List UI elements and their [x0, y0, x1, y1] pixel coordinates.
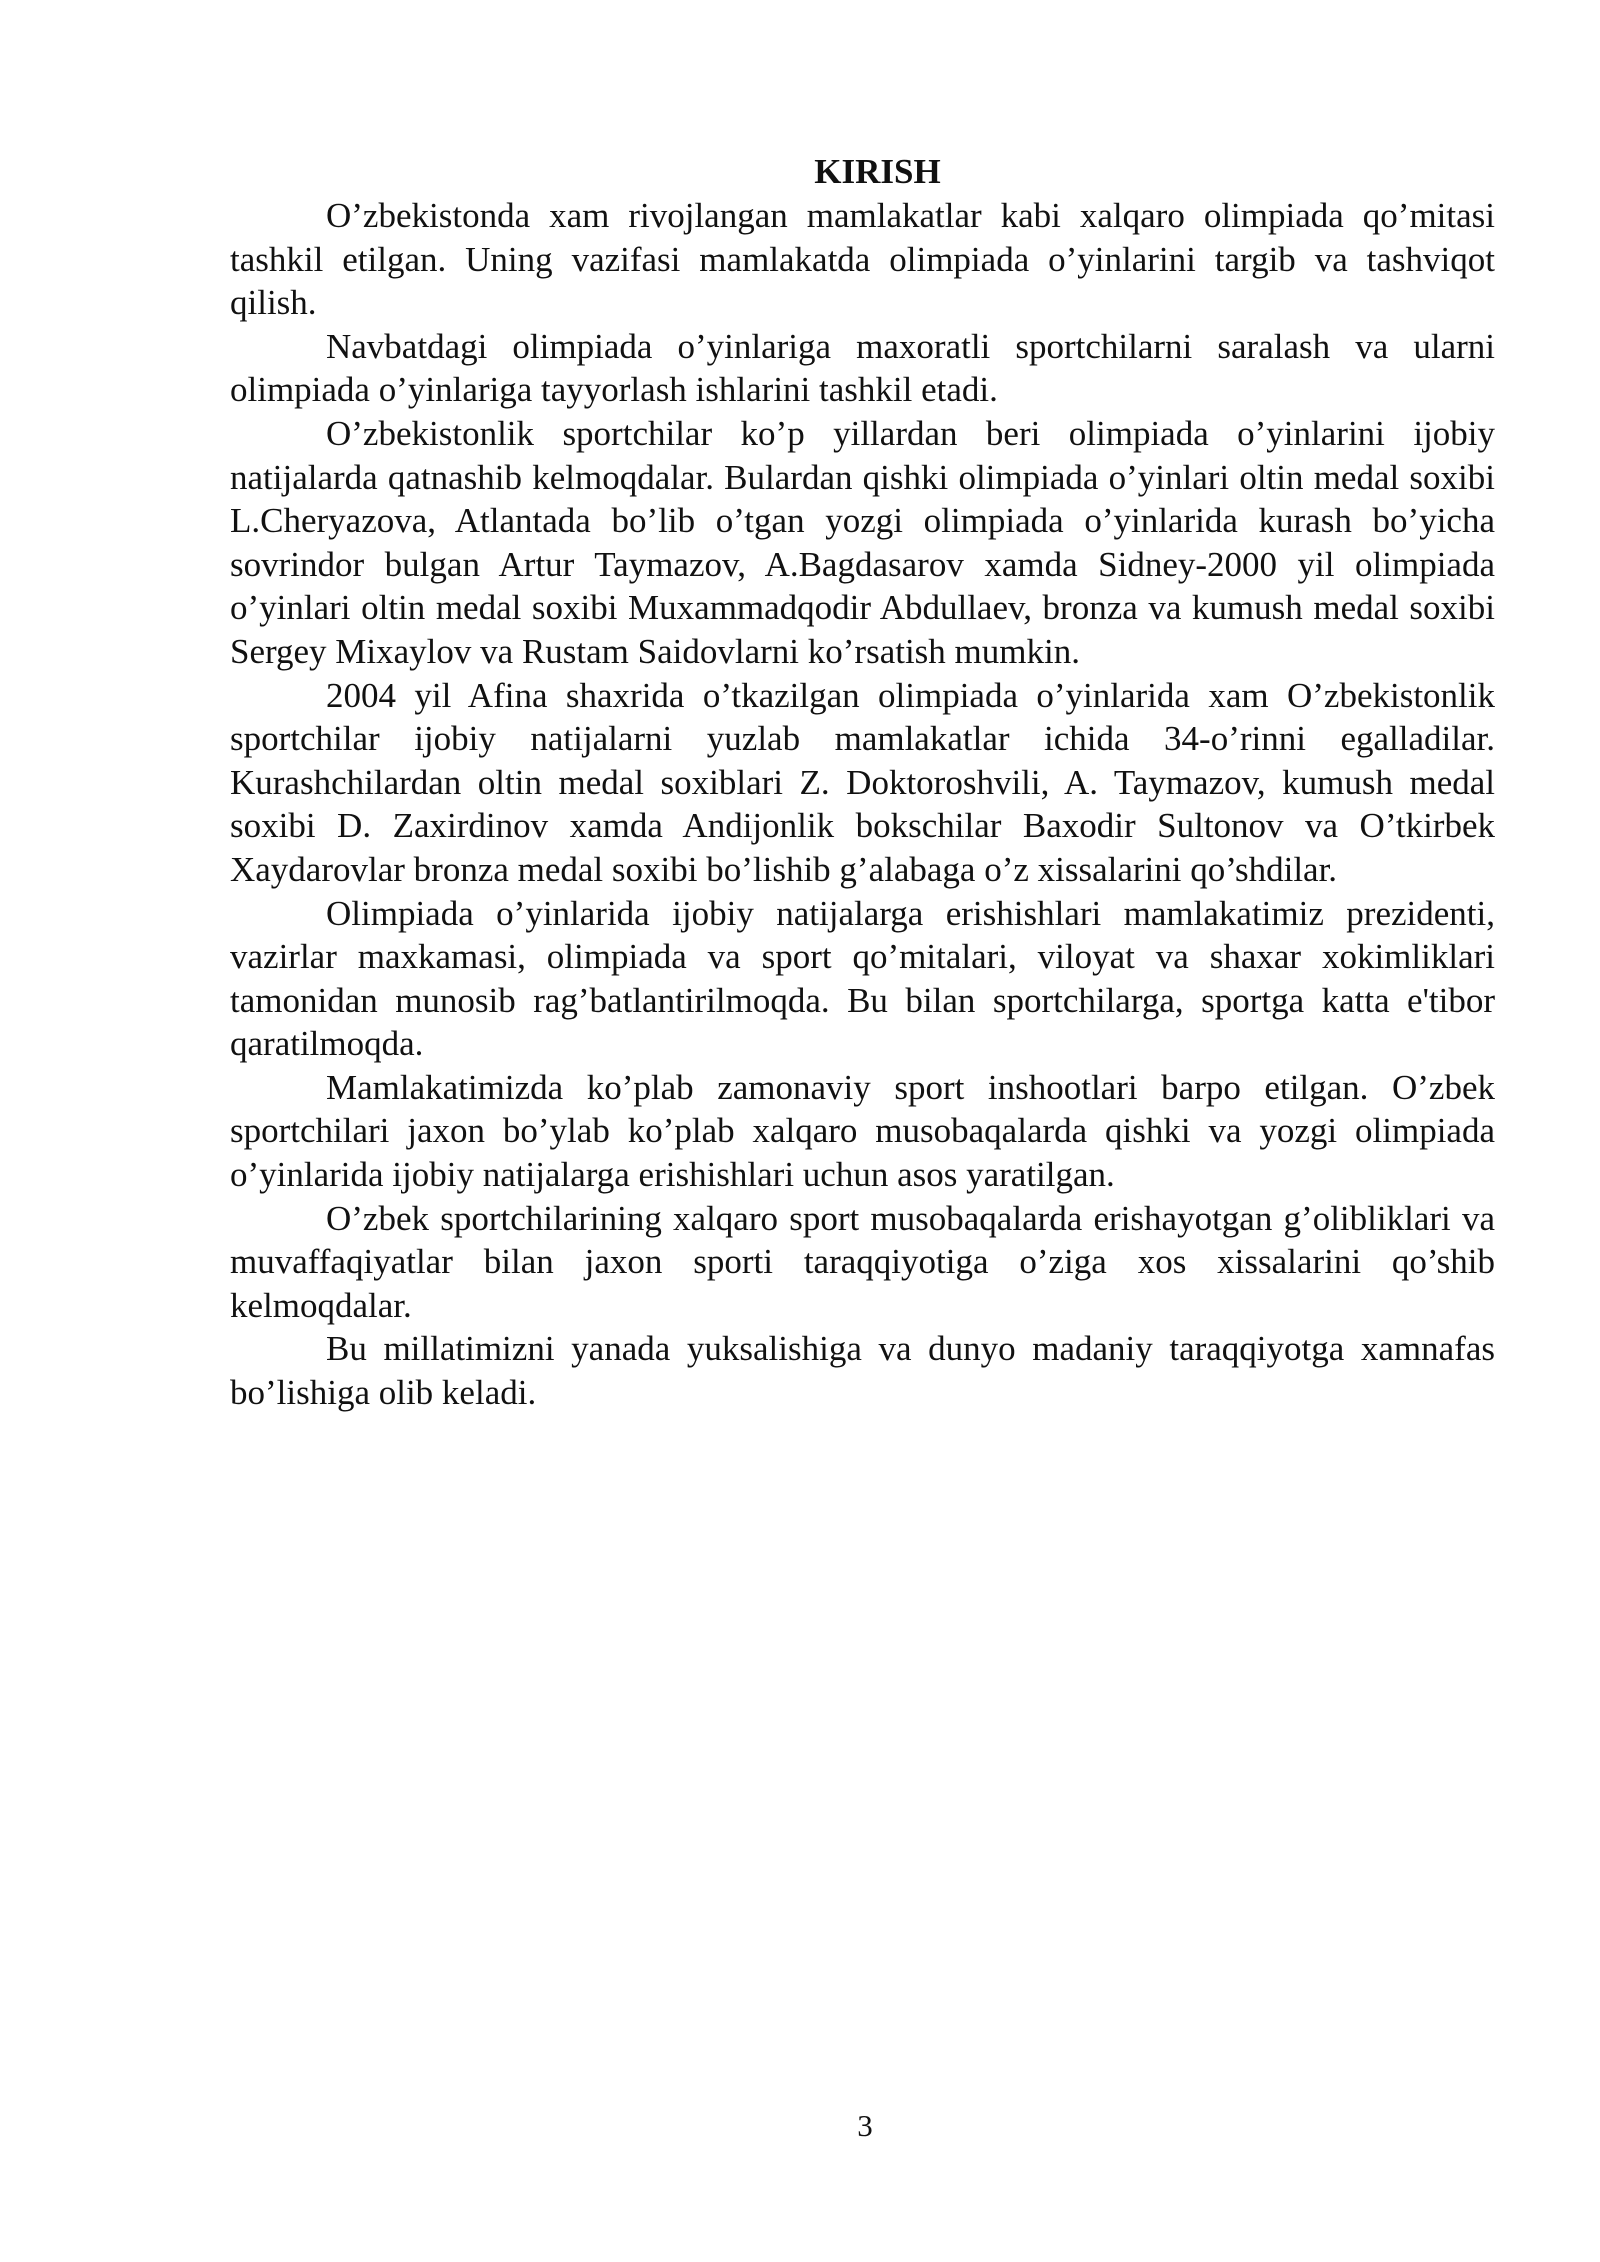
paragraph-5: Olimpiada o’yinlarida ijobiy natijalarga erishishlari mamlakatimiz prezidenti, vazirlar maxkamasi, olimpiada va sport qo’mitalari, viloyat va shaxar xokimliklari tamonidan munosib rag’batlantirilmoqda. Bu bilan sportchilarga, sportga katta e'tibor qaratilmoqda.: [230, 893, 1495, 1064]
page-number: 3: [857, 2108, 873, 2143]
paragraph-8: Bu millatimizni yanada yuksalishiga va dunyo madaniy taraqqiyotga xamnafas bo’lishiga olib keladi.: [230, 1329, 1495, 1413]
document-page: [230, 150, 1495, 1415]
paragraph-1: O’zbekistonda xam rivojlangan mamlakatlar kabi xalqaro olimpiada qo’mitasi tashkil etilgan. Uning vazifasi mamlakatda olimpiada o’yinlarini targib va tashviqot qilish.: [230, 196, 1495, 323]
paragraph-2: Navbatdagi olimpiada o’yinlariga maxoratli sportchilarni saralash va ularni olimpiada o’yinlariga tayyorlash ishlarini tashkil etadi.: [230, 326, 1495, 410]
paragraph-4: 2004 yil Afina shaxrida o’tkazilgan olimpiada o’yinlarida xam O’zbekistonlik sportchilar ijobiy natijalarni yuzlab mamlakatlar ichida 34-o’rinni egalladilar. Kurashchilardan oltin medal soxiblari Z. Doktoroshvili, A. Taymazov, kumush medal soxibi D. Zaxirdinov xamda Andijonlik bokschilar Baxodir Sultonov va O’tkirbek Xaydarovlar bronza medal soxibi bo’lishib g’alabaga o’z xissalarini qo’shdilar.: [230, 675, 1495, 889]
paragraph-3: O’zbekistonlik sportchilar ko’p yillardan beri olimpiada o’yinlarini ijobiy natijalarda qatnashib kelmoqdalar. Bulardan qishki olimpiada o’yinlari oltin medal soxibi L.Cheryazova, Atlantada bo’lib o’tgan yozgi olimpiada o’yinlarida kurash bo’yicha sovrindor bulgan Artur Taymazov, A.Bagdasarov xamda Sidney-2000 yil olimpiada o’yinlari oltin medal soxibi Muxammadqodir Abdullaev, bronza va kumush medal soxibi Sergey Mixaylov va Rustam Saidovlarni ko’rsatish mumkin.: [230, 413, 1495, 671]
section-title: KIRISH: [814, 152, 941, 191]
paragraph-7: O’zbek sportchilarining xalqaro sport musobaqalarda erishayotgan g’olibliklari va muvaffaqiyatlar bilan jaxon sporti taraqqiyotiga o’ziga xos xissalarini qo’shib kelmoqdalar.: [230, 1198, 1495, 1325]
paragraph-6: Mamlakatimizda ko’plab zamonaviy sport inshootlari barpo etilgan. O’zbek sportchilari jaxon bo’ylab ko’plab xalqaro musobaqalarda qishki va yozgi olimpiada o’yinlarida ijobiy natijalarga erishishlari uchun asos yaratilgan.: [230, 1067, 1495, 1195]
